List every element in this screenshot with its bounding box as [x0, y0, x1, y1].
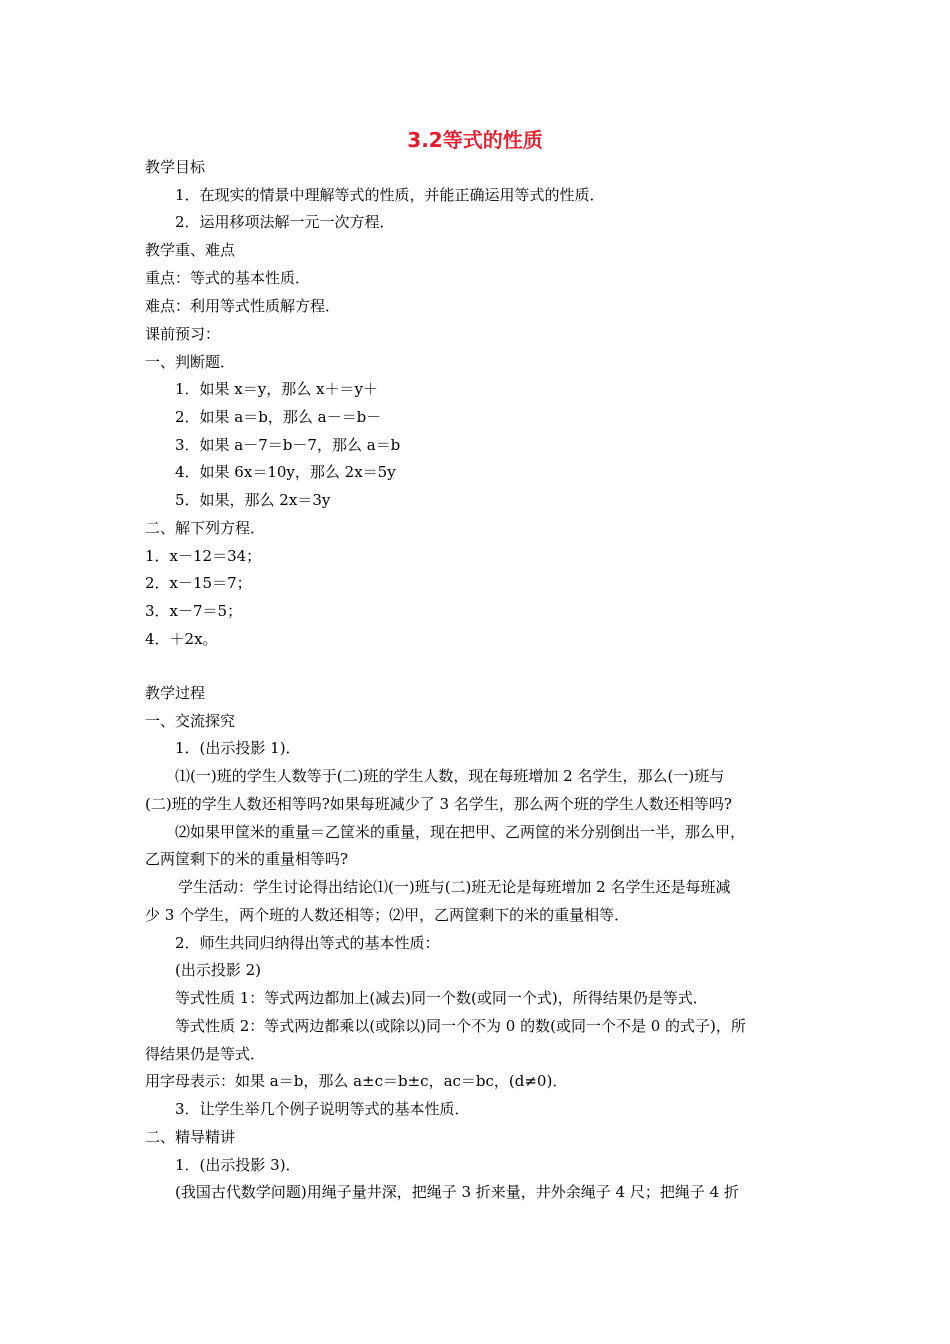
- list-item: 1．如果 x＝y，那么 x＋＝y＋: [175, 380, 378, 398]
- text-line: (我国古代数学问题)用绳子量井深，把绳子 3 折来量，井外余绳子 4 尺；把绳子 4 折: [175, 1183, 739, 1201]
- text-line: 等式性质 1：等式两边都加上(减去)同一个数(或同一个式)，所得结果仍是等式．: [175, 989, 708, 1007]
- text-line: 等式性质 2：等式两边都乘以(或除以)同一个不为 0 的数(或同一个不是 0 的式子)，所: [175, 1017, 746, 1035]
- text-line: 2．运用移项法解一元一次方程．: [175, 213, 395, 231]
- text-line: (出示投影 2): [175, 961, 262, 979]
- text-line: 得结果仍是等式．: [145, 1045, 266, 1063]
- list-item: 1．x－12＝34；: [145, 547, 262, 565]
- text-line: 重点：等式的基本性质．: [145, 269, 311, 287]
- text-line: 学生活动：学生讨论得出结论⑴(一)班与(二)班无论是每班增加 2 名学生还是每班减: [178, 878, 731, 896]
- text-line: ⑵如果甲筐米的重量＝乙筐米的重量，现在把甲、乙两筐的米分别倒出一半，那么甲，: [175, 823, 746, 841]
- section-heading: 教学过程: [145, 684, 206, 702]
- section-heading: 课前预习：: [145, 325, 221, 343]
- section-heading: 一、交流探究: [145, 712, 236, 730]
- list-item: 2．x－15＝7；: [145, 574, 252, 592]
- list-item: 4．如果 6x＝10y，那么 2x＝5y: [175, 463, 396, 481]
- section-heading: 二、精导精讲: [145, 1128, 236, 1146]
- text-line: 少 3 个学生，两个班的人数还相等；⑵甲，乙两筐剩下的米的重量相等．: [145, 906, 630, 924]
- text-line: ⑴(一)班的学生人数等于(二)班的学生人数，现在每班增加 2 名学生，那么(一)班与: [175, 767, 725, 785]
- text-line: 用字母表示：如果 a＝b，那么 a±c＝b±c，ac＝bc，(d≠0)．: [145, 1072, 568, 1090]
- text-line: 1．(出示投影 1)．: [175, 739, 301, 757]
- text-line: 3．让学生举几个例子说明等式的基本性质．: [175, 1100, 470, 1118]
- list-item: 4．＋2x。: [145, 630, 218, 648]
- text-line: (二)班的学生人数还相等吗?如果每班减少了 3 名学生，那么两个班的学生人数还相等吗?: [145, 795, 732, 813]
- list-item: 2．如果 a＝b，那么 a－＝b－: [175, 408, 382, 426]
- section-heading: 教学重、难点: [145, 241, 236, 259]
- list-item: 5．如果，那么 2x＝3y: [175, 491, 331, 509]
- section-heading: 一、判断题．: [145, 353, 236, 371]
- list-item: 3．如果 a－7＝b－7，那么 a＝b: [175, 436, 401, 454]
- page-title: 3.2等式的性质: [407, 128, 543, 152]
- section-heading: 教学目标: [145, 158, 206, 176]
- text-line: 乙两筐剩下的米的重量相等吗?: [145, 850, 349, 868]
- text-line: 1．(出示投影 3)．: [175, 1156, 301, 1174]
- section-heading: 二、解下列方程．: [145, 519, 266, 537]
- list-item: 3．x－7＝5；: [145, 602, 243, 620]
- text-line: 2．师生共同归纳得出等式的基本性质：: [175, 934, 440, 952]
- text-line: 难点：利用等式性质解方程．: [145, 297, 341, 315]
- text-line: 1．在现实的情景中理解等式的性质，并能正确运用等式的性质．: [175, 186, 605, 204]
